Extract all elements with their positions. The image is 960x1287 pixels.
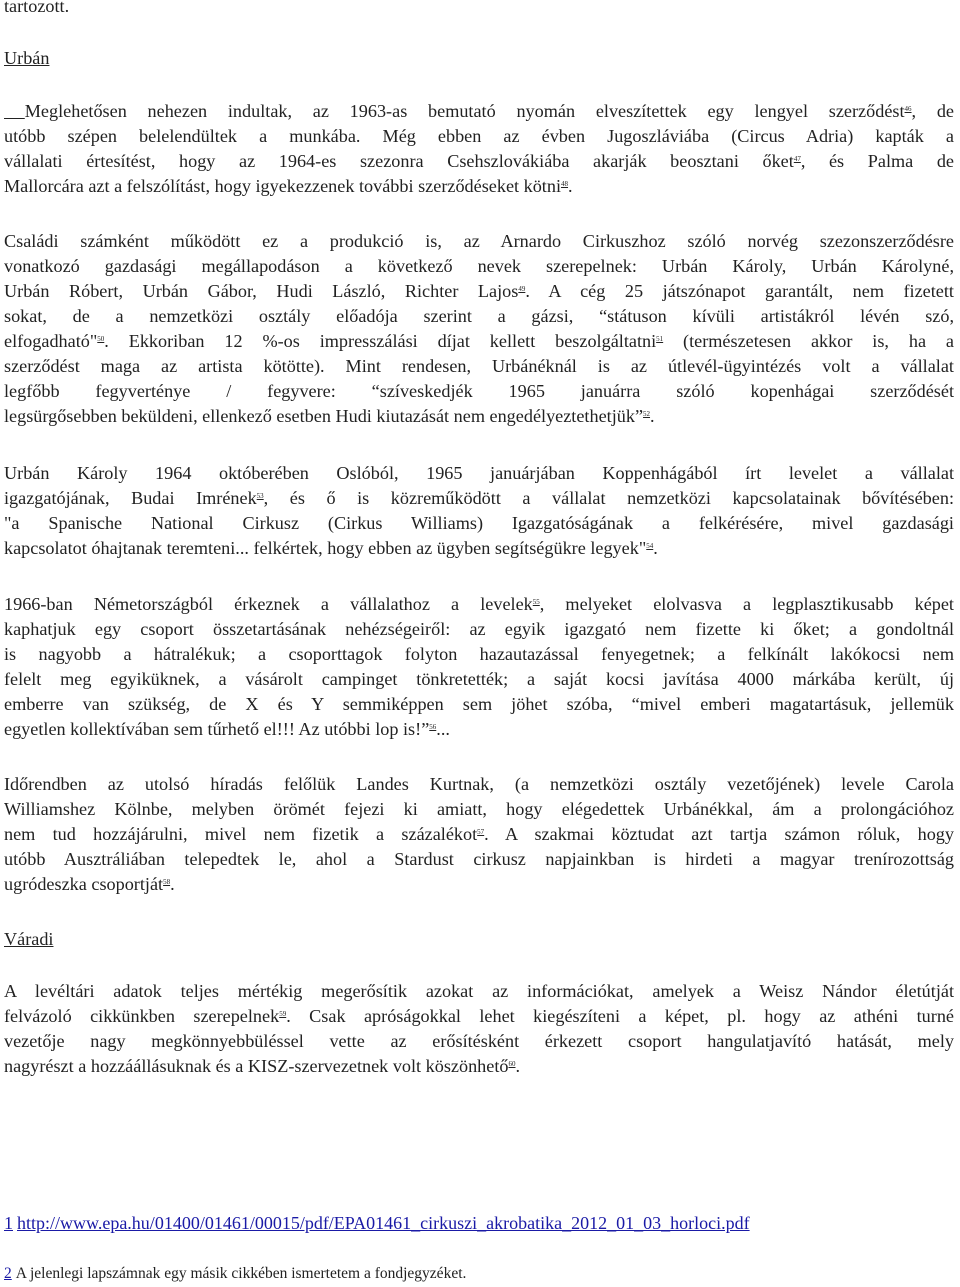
line: emberre van szükség, de X és Y semmiképpen sem jöhet szóba, “mivel emberi magatartásuk, jellemük — [4, 694, 954, 714]
line: felelt meg egyiküknek, a vásárolt campinget tönkretették; a saját kocsi javítása 4000 márkába került, új — [4, 669, 954, 689]
footnote-ref-52[interactable]: 52 — [643, 410, 651, 418]
line: Mallorcára azt a felszólítást, hogy igyekezzenek további szerződéseket kötni$^{48}$. — [4, 176, 573, 196]
line: vezetője nagy megkönnyebbüléssel vette az erősítésként érkezett csoport hangulatjavító hatását, mely — [4, 1031, 954, 1051]
line: kaphatjuk egy csoport összetartásának nehézségeiről: az egyik igazgató nem fizette ki őket; a gondoltnál — [4, 619, 954, 639]
line: utóbb szépen belelendültek a munkába. Még ebben az évben Jugoszláviába (Circus Adria) kapták a — [4, 126, 954, 146]
paragraph-1 — [4, 99, 954, 199]
footnote-number[interactable]: 1 — [4, 1213, 13, 1233]
line: 1966-ban Németországból érkeznek a vállalathoz a levelek$^{55}$, melyeket elolvasva a legplasztikusabb képet — [4, 594, 954, 614]
line: Urbán Róbert, Urbán Gábor, Hudi László, Richter Lajos$^{49}$. A cég 25 játszónapot garantált, nem fizetett — [4, 281, 954, 301]
line: felvázoló cikkünkben szerepelnek$^{59}$. Csak apróságokkal lehet kiegészíteni a képet, pl. hogy az athéni turné — [4, 1006, 954, 1026]
paragraph-5 — [4, 772, 954, 897]
line: Időrendben az utolsó híradás felőlük Landes Kurtnak, (a nemzetközi osztály vezetőjének) levele Carola — [4, 774, 954, 794]
footnote-ref-56[interactable]: 56 — [429, 723, 437, 731]
footnote-ref-46[interactable]: 46 — [904, 105, 912, 113]
footnote-ref-54[interactable]: 54 — [646, 542, 654, 550]
footnote-ref-49[interactable]: 49 — [518, 285, 526, 293]
footnote-ref-51[interactable]: 51 — [656, 335, 664, 343]
footnote-2 — [4, 1261, 954, 1286]
line: Urbán Károly 1964 októberében Oslóból, 1965 januárjában Koppenhágából írt levelet a vállalat — [4, 463, 954, 483]
paragraph-3 — [4, 461, 954, 561]
line: Családi számként működött ez a produkció is, az Arnardo Cirkuszhoz szóló norvég szezonszerződésre — [4, 231, 954, 251]
line: kapcsolatot óhajtanak teremteni... felkértek, hogy ebben az ügyben segítségükre legyek"$^{54}$. — [4, 538, 658, 558]
paragraph-4 — [4, 592, 954, 742]
footnote-text: A jelenlegi lapszámnak egy másik cikkében ismertetem a fondjegyzéket. — [15, 1265, 467, 1282]
footnote-ref-58[interactable]: 58 — [163, 878, 171, 886]
line: utóbb Ausztráliában telepedtek le, ahol a Stardust cirkusz napjainkban is hirdeti a magyar trenírozottság — [4, 849, 954, 869]
line: A levéltári adatok teljes mértékig megerősítik azokat az információkat, amelyek a Weisz Nándor életútját — [4, 981, 954, 1001]
line: szerződést maga az artista kötötte). Mint rendesen, Urbánéknál is az útlevél-ügyintézés volt a vállalat — [4, 356, 954, 376]
footnote-ref-59[interactable]: 59 — [279, 1010, 287, 1018]
footnote-ref-50[interactable]: 50 — [97, 335, 105, 343]
line: legfőbb fegyvertényе / fegyvere: “szíveskedjék 1965 januárra szóló kopenhágai szerződését — [4, 381, 954, 401]
line: nagyrészt a hozzáállásuknak és a KISZ-szervezetnek volt köszönhető$^{60}$. — [4, 1056, 521, 1076]
section-heading-urban[interactable]: Urbán — [4, 48, 50, 68]
section-heading-varadi[interactable]: Váradi — [4, 929, 54, 949]
line: igazgatójának, Budai Imrének$^{53}$, és ő is közreműködött a vállalat nemzetközi kapcsolatainak bővítésében: — [4, 488, 954, 508]
line: egyetlen kollektívában sem tűrhető el!!! Az utóbbi lop is!”$^{56}$... — [4, 719, 450, 739]
footnote-ref-55[interactable]: 55 — [532, 598, 540, 606]
line: is nagyobb a hátralékuk; a csoporttagok folyton hazautazással fenyegetnek; a felkínált lakókocsi nem — [4, 644, 954, 664]
footnote-ref-47[interactable]: 47 — [793, 155, 801, 163]
line: vonatkozó gazdasági megállapodáson a következő nevek szerepelnek: Urbán Károly, Urbán Károlyné, — [4, 256, 954, 276]
footnote-ref-57[interactable]: 57 — [477, 828, 485, 836]
footnote-ref-48[interactable]: 48 — [561, 180, 569, 188]
line: Williamshez Kölnbe, melyben örömét fejezi ki amiatt, hogy elégedettek Urbánékkal, ám a prolongációhoz — [4, 799, 954, 819]
paragraph-2 — [4, 229, 954, 429]
footnote-ref-60[interactable]: 60 — [508, 1060, 516, 1068]
line: vállalati értesítést, hogy az 1964-es szezonra Csehszlovákiába akarják beosztani őket$^{47}$, és Palma de — [4, 151, 954, 171]
line: legsürgősebben beküldeni, ellenkező esetben Hudi kiutazását nem engedélyeztethetjük”$^{52}$. — [4, 406, 655, 426]
footnote-link[interactable]: http://www.epa.hu/01400/01461/00015/pdf/EPA01461_cirkuszi_akrobatika_2012_01_03_horloci.pdf — [17, 1213, 750, 1233]
footnote-ref-53[interactable]: 53 — [256, 492, 264, 500]
line: nem tud hozzájárulni, mivel nem fizetik a százalékot$^{57}$. A szakmai köztudat azt tartja számon róluk, hogy — [4, 824, 954, 844]
line: "a Spanische National Cirkusz (Cirkus Williams) Igazgatóságának a felkérésére, mivel gazdasági — [4, 513, 954, 533]
paragraph-6 — [4, 979, 954, 1079]
line: Meglehetősen nehezen indultak, az 1963-as bemutató nyomán elveszítettek egy lengyel szerződést$^{46}$, de — [24, 101, 955, 121]
footnote-1 — [4, 1211, 954, 1236]
line: elfogadható"$^{50}$. Ekkoriban 12 %-os impresszálási díjat kellett beszolgáltatni$^{51}$ (természetesen akkor is, ha a — [4, 331, 954, 351]
line: ugródeszka csoportját$^{58}$. — [4, 874, 175, 894]
line: sokat, de a nemzetközi osztály előadója szerint a gázsi, “státuson kívüli artistákról lévén szó, — [4, 306, 954, 326]
footnote-number[interactable]: 2 — [4, 1265, 12, 1282]
top-fragment: tartozott. — [4, 0, 70, 16]
